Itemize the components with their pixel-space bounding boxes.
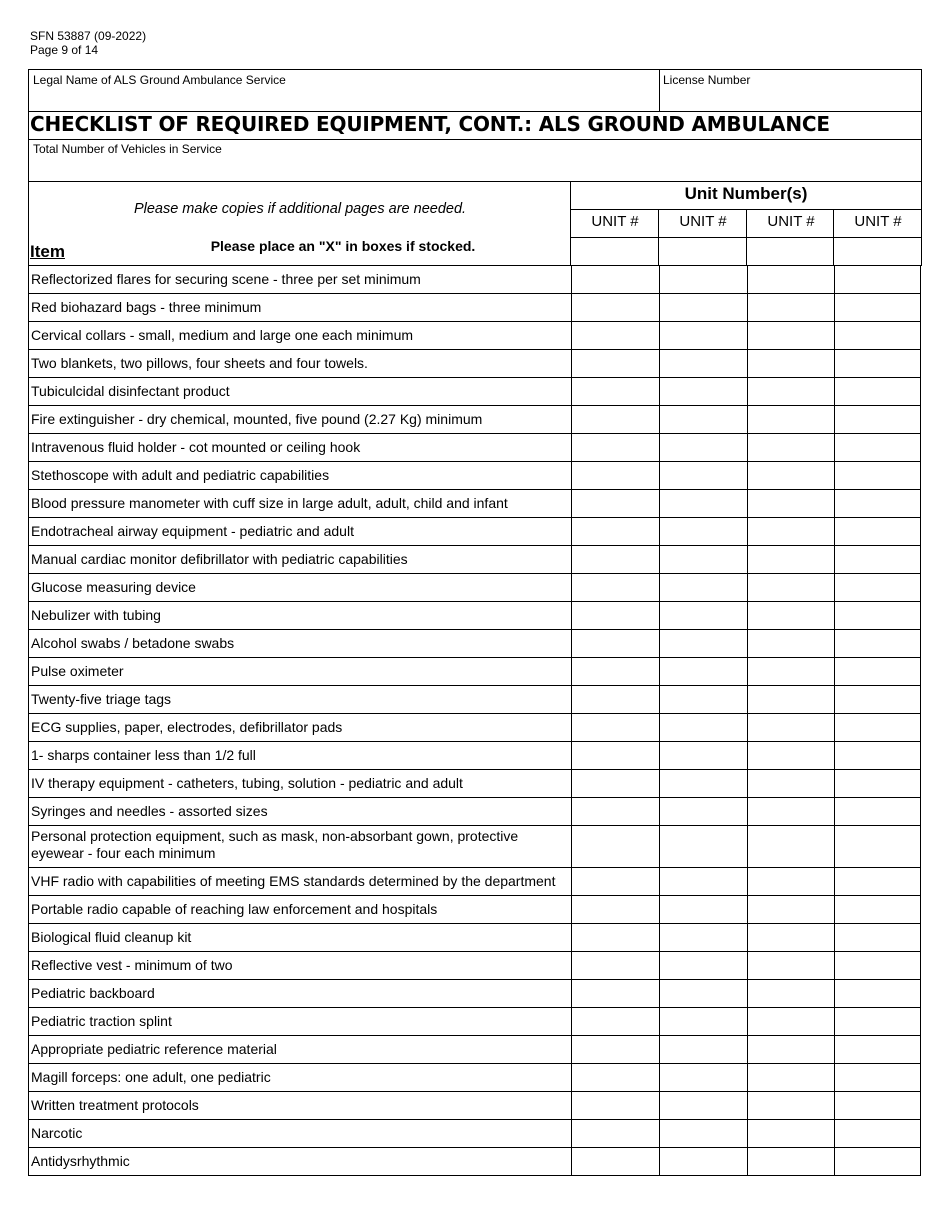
unit-3-checkbox[interactable]	[747, 952, 834, 979]
unit-3-checkbox[interactable]	[747, 378, 834, 405]
unit-1-checkbox[interactable]	[571, 378, 659, 405]
unit-2-checkbox[interactable]	[659, 896, 747, 923]
page-title: CHECKLIST OF REQUIRED EQUIPMENT, CONT.: ALS GROUND AMBULANCE	[30, 112, 830, 136]
table-row	[28, 377, 921, 405]
table-row	[28, 741, 921, 769]
unit-1-checkbox[interactable]	[571, 686, 659, 713]
unit-3-checkbox[interactable]	[747, 924, 834, 951]
table-row	[28, 321, 921, 349]
unit-4-checkbox[interactable]	[834, 980, 921, 1007]
unit-2-checkbox[interactable]	[659, 1036, 747, 1063]
unit-1-checkbox[interactable]	[571, 406, 659, 433]
table-row	[28, 517, 921, 545]
unit-2-checkbox[interactable]	[659, 518, 747, 545]
unit-1-checkbox[interactable]	[571, 1008, 659, 1035]
table-row	[28, 573, 921, 601]
unit-4-checkbox[interactable]	[834, 266, 921, 293]
unit-4-checkbox[interactable]	[834, 658, 921, 685]
item-label: Stethoscope with adult and pediatric capabilities	[31, 467, 330, 483]
table-row	[28, 293, 921, 321]
legal-name-label: Legal Name of ALS Ground Ambulance Service	[33, 73, 286, 87]
table-row	[28, 713, 921, 741]
item-label: Written treatment protocols	[31, 1097, 199, 1113]
unit-3-checkbox[interactable]	[747, 896, 834, 923]
unit-4-checkbox[interactable]	[834, 1092, 921, 1119]
table-row	[28, 825, 921, 867]
page-number: Page 9 of 14	[30, 43, 99, 57]
item-label: Antidysrhythmic	[31, 1153, 130, 1169]
item-label: Manual cardiac monitor defibrillator with pediatric capabilities	[31, 551, 408, 567]
table-row	[28, 265, 921, 293]
table-row	[28, 1091, 921, 1119]
unit-2-checkbox[interactable]	[659, 462, 747, 489]
unit-4-checkbox[interactable]	[834, 924, 921, 951]
table-row	[28, 433, 921, 461]
unit-1-checkbox[interactable]	[571, 952, 659, 979]
unit-2-checkbox[interactable]	[659, 490, 747, 517]
unit-1-checkbox[interactable]	[571, 322, 659, 349]
unit-1-checkbox[interactable]	[571, 490, 659, 517]
item-label: Intravenous fluid holder - cot mounted or ceiling hook	[31, 439, 361, 455]
item-label: Pediatric backboard	[31, 985, 155, 1001]
unit-4-checkbox[interactable]	[834, 686, 921, 713]
item-label: Appropriate pediatric reference material	[31, 1041, 277, 1057]
table-row	[28, 1007, 921, 1035]
table-row	[28, 349, 921, 377]
unit-4-checkbox[interactable]	[834, 714, 921, 741]
item-label: Glucose measuring device	[31, 579, 196, 595]
unit-2-checkbox[interactable]	[659, 294, 747, 321]
unit-3-checkbox[interactable]	[747, 630, 834, 657]
unit-1-checkbox[interactable]	[571, 1064, 659, 1091]
unit-2-checkbox[interactable]	[659, 350, 747, 377]
unit-4-checkbox[interactable]	[834, 546, 921, 573]
unit-3-checkbox[interactable]	[747, 294, 834, 321]
unit-4-checkbox[interactable]	[834, 490, 921, 517]
item-label: Tubiculcidal disinfectant product	[31, 383, 230, 399]
unit-2-checkbox[interactable]	[659, 714, 747, 741]
unit-4-checkbox[interactable]	[834, 406, 921, 433]
unit-4-checkbox[interactable]	[834, 602, 921, 629]
item-label: Reflectorized flares for securing scene - three per set minimum	[31, 271, 421, 287]
unit-2-checkbox[interactable]	[659, 406, 747, 433]
item-label: Personal protection equipment, such as mask, non-absorbant gown, protective eyewear - four each minimum	[31, 828, 519, 861]
unit-2-checkbox[interactable]	[659, 826, 747, 867]
unit-2-checkbox[interactable]	[659, 574, 747, 601]
unit-1-checkbox[interactable]	[571, 1120, 659, 1147]
unit-3-checkbox[interactable]	[747, 490, 834, 517]
unit-3-checkbox[interactable]	[747, 1036, 834, 1063]
unit-4-checkbox[interactable]	[834, 378, 921, 405]
item-label: Nebulizer with tubing	[31, 607, 161, 623]
unit-2-checkbox[interactable]	[659, 980, 747, 1007]
unit-2-checkbox[interactable]	[659, 1064, 747, 1091]
unit-1-checkbox[interactable]	[571, 1092, 659, 1119]
table-row	[28, 545, 921, 573]
table-row	[28, 951, 921, 979]
table-row	[28, 979, 921, 1007]
unit-1-checkbox[interactable]	[571, 518, 659, 545]
unit-3-checkbox[interactable]	[747, 868, 834, 895]
unit-3-checkbox[interactable]	[747, 1064, 834, 1091]
item-label: Two blankets, two pillows, four sheets and four towels.	[31, 355, 368, 371]
unit-1-checkbox[interactable]	[571, 266, 659, 293]
item-label: Cervical collars - small, medium and large one each minimum	[31, 327, 414, 343]
unit-3-checkbox[interactable]	[747, 518, 834, 545]
unit-2-checkbox[interactable]	[659, 378, 747, 405]
unit-2-checkbox[interactable]	[659, 434, 747, 461]
unit-4-checkbox[interactable]	[834, 1064, 921, 1091]
item-label: Endotracheal airway equipment - pediatric and adult	[31, 523, 354, 539]
table-row	[28, 657, 921, 685]
unit-3-checkbox[interactable]	[747, 798, 834, 825]
unit-3-checkbox[interactable]	[747, 742, 834, 769]
unit-1-checkbox[interactable]	[571, 546, 659, 573]
unit-2-checkbox[interactable]	[659, 1092, 747, 1119]
unit-2-checkbox[interactable]	[659, 770, 747, 797]
unit-3-checkbox[interactable]	[747, 266, 834, 293]
unit-4-checkbox[interactable]	[834, 350, 921, 377]
unit-label-3: UNIT #	[767, 213, 815, 230]
unit-2-checkbox[interactable]	[659, 924, 747, 951]
unit-1-checkbox[interactable]	[571, 896, 659, 923]
unit-3-checkbox[interactable]	[747, 1148, 834, 1175]
table-row	[28, 923, 921, 951]
unit-4-checkbox[interactable]	[834, 322, 921, 349]
unit-3-checkbox[interactable]	[747, 658, 834, 685]
item-label: ECG supplies, paper, electrodes, defibrillator pads	[31, 719, 343, 735]
unit-label-1: UNIT #	[591, 213, 639, 230]
unit-2-checkbox[interactable]	[659, 322, 747, 349]
table-row	[28, 797, 921, 825]
unit-1-checkbox[interactable]	[571, 1148, 659, 1175]
unit-1-checkbox[interactable]	[571, 742, 659, 769]
unit-3-checkbox[interactable]	[747, 770, 834, 797]
unit-3-checkbox[interactable]	[747, 350, 834, 377]
unit-1-checkbox[interactable]	[571, 826, 659, 867]
table-row	[28, 1119, 921, 1147]
stocked-instruction: Please place an "X" in boxes if stocked.	[210, 238, 476, 254]
unit-4-checkbox[interactable]	[834, 770, 921, 797]
table-row	[28, 629, 921, 657]
unit-4-checkbox[interactable]	[834, 896, 921, 923]
unit-3-checkbox[interactable]	[747, 602, 834, 629]
unit-1-checkbox[interactable]	[571, 602, 659, 629]
item-label: Pediatric traction splint	[31, 1013, 172, 1029]
unit-3-checkbox[interactable]	[747, 546, 834, 573]
item-label: Fire extinguisher - dry chemical, mounted, five pound (2.27 Kg) minimum	[31, 411, 483, 427]
unit-2-checkbox[interactable]	[659, 686, 747, 713]
unit-2-checkbox[interactable]	[659, 742, 747, 769]
table-row	[28, 685, 921, 713]
unit-3-checkbox[interactable]	[747, 826, 834, 867]
unit-4-checkbox[interactable]	[834, 1120, 921, 1147]
unit-2-checkbox[interactable]	[659, 266, 747, 293]
unit-1-checkbox[interactable]	[571, 868, 659, 895]
unit-2-checkbox[interactable]	[659, 798, 747, 825]
unit-1-checkbox[interactable]	[571, 574, 659, 601]
unit-4-checkbox[interactable]	[834, 574, 921, 601]
unit-1-checkbox[interactable]	[571, 924, 659, 951]
unit-2-checkbox[interactable]	[659, 1120, 747, 1147]
unit-4-checkbox[interactable]	[834, 434, 921, 461]
unit-2-checkbox[interactable]	[659, 630, 747, 657]
table-row	[28, 867, 921, 895]
table-row	[28, 461, 921, 489]
item-label: Reflective vest - minimum of two	[31, 957, 233, 973]
unit-4-checkbox[interactable]	[834, 868, 921, 895]
unit-1-checkbox[interactable]	[571, 434, 659, 461]
item-label: IV therapy equipment - catheters, tubing, solution - pediatric and adult	[31, 775, 463, 791]
item-label: Blood pressure manometer with cuff size in large adult, adult, child and infant	[31, 495, 508, 511]
item-label: Syringes and needles - assorted sizes	[31, 803, 268, 819]
item-label: 1- sharps container less than 1/2 full	[31, 747, 256, 763]
item-label: Pulse oximeter	[31, 663, 124, 679]
table-row	[28, 489, 921, 517]
license-number-label: License Number	[663, 73, 751, 87]
unit-1-checkbox[interactable]	[571, 350, 659, 377]
item-label: Magill forceps: one adult, one pediatric	[31, 1069, 271, 1085]
unit-2-checkbox[interactable]	[659, 868, 747, 895]
table-row	[28, 1147, 921, 1176]
unit-label-2: UNIT #	[679, 213, 727, 230]
unit-4-checkbox[interactable]	[834, 630, 921, 657]
unit-1-checkbox[interactable]	[571, 658, 659, 685]
item-label: VHF radio with capabilities of meeting EMS standards determined by the department	[31, 873, 556, 889]
table-row	[28, 1063, 921, 1091]
item-label: Alcohol swabs / betadone swabs	[31, 635, 235, 651]
unit-1-checkbox[interactable]	[571, 294, 659, 321]
unit-3-checkbox[interactable]	[747, 714, 834, 741]
unit-3-checkbox[interactable]	[747, 980, 834, 1007]
unit-3-checkbox[interactable]	[747, 322, 834, 349]
unit-1-checkbox[interactable]	[571, 980, 659, 1007]
item-column-heading: Item	[30, 242, 65, 261]
unit-3-checkbox[interactable]	[747, 1092, 834, 1119]
item-label: Red biohazard bags - three minimum	[31, 299, 262, 315]
unit-numbers-heading: Unit Number(s)	[684, 184, 808, 203]
unit-1-checkbox[interactable]	[571, 1036, 659, 1063]
unit-1-checkbox[interactable]	[571, 770, 659, 797]
unit-4-checkbox[interactable]	[834, 952, 921, 979]
unit-1-checkbox[interactable]	[571, 630, 659, 657]
table-row	[28, 601, 921, 629]
item-label: Biological fluid cleanup kit	[31, 929, 192, 945]
item-label: Portable radio capable of reaching law enforcement and hospitals	[31, 901, 438, 917]
vehicles-in-service-label: Total Number of Vehicles in Service	[33, 142, 222, 156]
table-row	[28, 769, 921, 797]
table-row	[28, 405, 921, 433]
unit-2-checkbox[interactable]	[659, 1148, 747, 1175]
item-label: Twenty-five triage tags	[31, 691, 172, 707]
unit-1-checkbox[interactable]	[571, 714, 659, 741]
table-row	[28, 1035, 921, 1063]
unit-1-checkbox[interactable]	[571, 462, 659, 489]
unit-4-checkbox[interactable]	[834, 798, 921, 825]
unit-1-checkbox[interactable]	[571, 798, 659, 825]
unit-4-checkbox[interactable]	[834, 462, 921, 489]
unit-3-checkbox[interactable]	[747, 574, 834, 601]
unit-3-checkbox[interactable]	[747, 434, 834, 461]
unit-3-checkbox[interactable]	[747, 462, 834, 489]
copies-note: Please make copies if additional pages are needed.	[133, 201, 467, 217]
unit-2-checkbox[interactable]	[659, 1008, 747, 1035]
form-number: SFN 53887 (09-2022)	[30, 29, 147, 43]
unit-4-checkbox[interactable]	[834, 518, 921, 545]
table-row	[28, 895, 921, 923]
unit-3-checkbox[interactable]	[747, 1120, 834, 1147]
unit-3-checkbox[interactable]	[747, 686, 834, 713]
unit-4-checkbox[interactable]	[834, 1036, 921, 1063]
unit-2-checkbox[interactable]	[659, 602, 747, 629]
unit-3-checkbox[interactable]	[747, 406, 834, 433]
unit-4-checkbox[interactable]	[834, 742, 921, 769]
unit-label-4: UNIT #	[854, 213, 902, 230]
unit-4-checkbox[interactable]	[834, 826, 921, 867]
item-label: Narcotic	[31, 1125, 83, 1141]
unit-2-checkbox[interactable]	[659, 546, 747, 573]
unit-4-checkbox[interactable]	[834, 1148, 921, 1175]
unit-4-checkbox[interactable]	[834, 294, 921, 321]
unit-2-checkbox[interactable]	[659, 952, 747, 979]
unit-4-checkbox[interactable]	[834, 1008, 921, 1035]
unit-2-checkbox[interactable]	[659, 658, 747, 685]
unit-3-checkbox[interactable]	[747, 1008, 834, 1035]
